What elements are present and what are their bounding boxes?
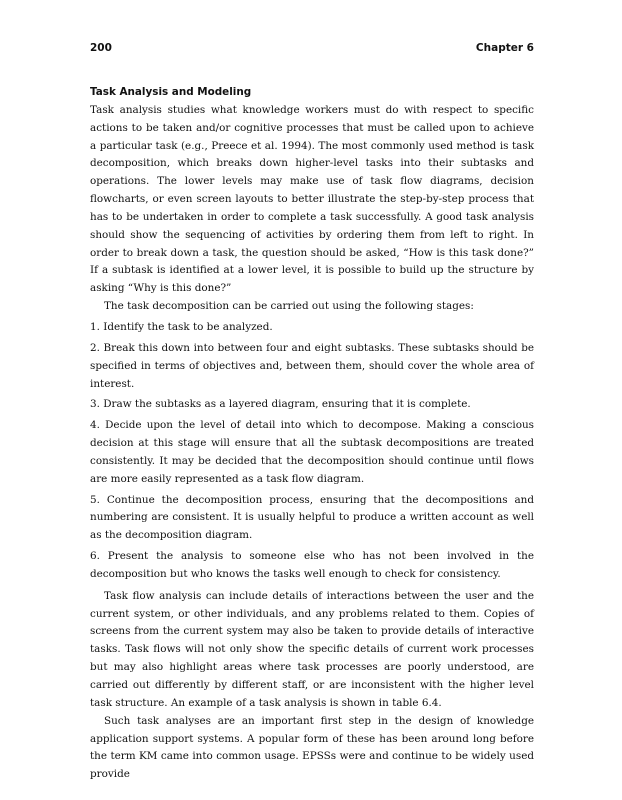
chapter-label: Chapter 6 bbox=[475, 42, 534, 54]
list-item-1: 1. Identify the task to be analyzed. bbox=[90, 320, 273, 333]
paragraph-epss: Such task analyses are an important first step in the design of knowledge application support systems. A popular form of these has been around long before the term KM came into common usage. EPSSs were and continue to be widely used provide bbox=[90, 714, 534, 781]
list-item-6: 6. Present the analysis to someone else who has not been involved in the decomposition but who knows the tasks well enough to check for consistency. bbox=[90, 550, 534, 580]
book-page bbox=[90, 0, 534, 800]
body-text bbox=[90, 84, 534, 784]
paragraph-task-analysis: Task analysis studies what knowledge workers must do with respect to specific actions to be taken and/or cognitive processes that must be called upon to achieve a particular task (e.g., Preece et al. 1994). The most commonly used method is task decomposition, which breaks down higher-level tasks into their subtasks and operations. The lower levels may make use of task flow diagrams, decision flowcharts, or even screen layouts to better illustrate the step-by-step process that has to be undertaken in order to complete a task successfully. A good task analysis should show the sequencing of activities by ordering them from left to right. In order to break down a task, the question should be asked, “How is this task done?” If a subtask is identified at a lower level, it is possible to build up the structure by asking “Why is this done?” bbox=[90, 103, 534, 295]
running-head bbox=[90, 42, 534, 58]
section-heading: Task Analysis and Modeling bbox=[90, 86, 252, 98]
paragraph-task-flow: Task flow analysis can include details of interactions between the user and the current system, or other individuals, and any problems related to them. Copies of screens from the current system may also be taken to provide details of interactive tasks. Task flows will not only show the specific details of current work processes but may also highlight areas where task processes are poorly understood, are carried out differently by different staff, or are inconsistent with the higher level task structure. An example of a task analysis is shown in table 6.4. bbox=[90, 589, 534, 709]
page-number: 200 bbox=[90, 42, 112, 54]
list-item-2: 2. Break this down into between four and eight subtasks. These subtasks should be specified in terms of objectives and, between them, should cover the whole area of interest. bbox=[90, 341, 534, 390]
list-item-5: 5. Continue the decomposition process, ensuring that the decompositions and numbering are consistent. It is usually helpful to produce a written account as well as the decomposition diagram. bbox=[90, 493, 534, 542]
paragraph-decomposition-intro: The task decomposition can be carried out using the following stages: bbox=[104, 300, 474, 313]
list-item-4: 4. Decide upon the level of detail into which to decompose. Making a conscious decision at this stage will ensure that all the subtask decompositions are treated consistently. It may be decided that the decomposition should continue until flows are more easily represented as a task flow diagram. bbox=[90, 419, 534, 485]
list-item-3: 3. Draw the subtasks as a layered diagram, ensuring that it is complete. bbox=[90, 398, 471, 411]
